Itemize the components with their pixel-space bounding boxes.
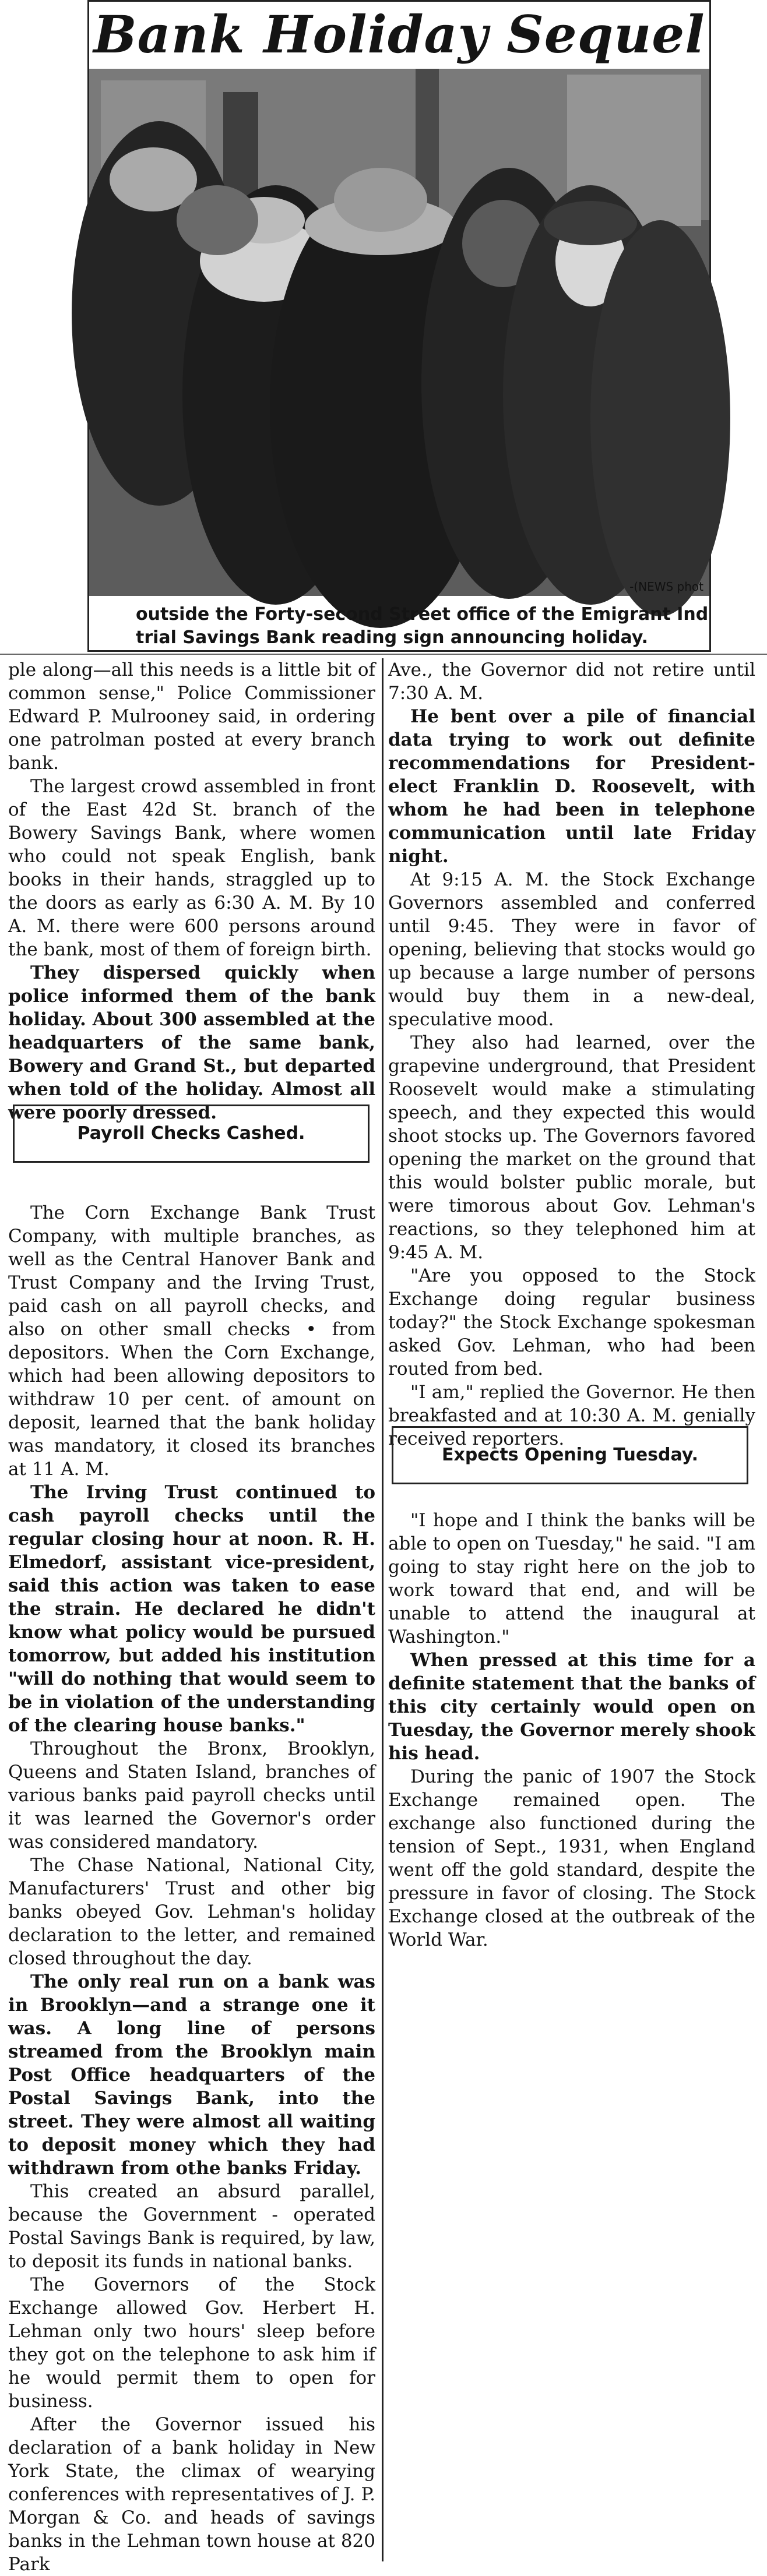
news-photo	[87, 69, 711, 596]
crowd-illustration	[89, 69, 709, 596]
paragraph: "I am," replied the Governor. He then breakfasted and at 10:30 A. M. genially received reporters.	[388, 1382, 755, 1449]
paragraph: "Are you opposed to the Stock Exchange doing regular business today?" the Stock Exchange spokesman asked Gov. Lehman, who had been routed from bed.	[388, 1265, 755, 1379]
paragraph: During the panic of 1907 the Stock Exchange remained open. The exchange also functioned during the tension of Sept., 1931, when England went off the gold standard, despite the pressure in favor of closing. The Stock Exchange closed at the outbreak of the World War.	[388, 1766, 755, 1950]
paragraph: The Corn Exchange Bank Trust Company, with multiple branches, as well as the Central Hanover Bank and Trust Company and the Irving Trust, paid cash on all payroll checks, and also on other small checks • from depositors. When the Corn Exchange, which had been allowing depositors to withdraw 10 per cent. of amount on deposit, learned that the bank holiday was mandatory, it closed its branches at 11 A. M.	[8, 1202, 375, 1480]
paragraph: They also had learned, over the grapevine underground, that President Roosevelt would make a stimulating speech, and they expected this would shoot stocks up. The Governors favored opening the market on the ground that this would bolster public morale, but were timorous about Gov. Lehman's reactions, so they telephoned him at 9:45 A. M.	[388, 1032, 755, 1263]
column-2	[388, 658, 755, 1449]
column-2-continued	[388, 1509, 755, 2237]
headline: Bank Holiday Sequel	[87, 0, 711, 69]
subhead-payroll: Payroll Checks Cashed.	[13, 1104, 370, 1163]
paragraph: After the Governor issued his declaration of a bank holiday in New York State, the climax of wearying conferences with representatives of J. P. Morgan & Co. and heads of savings banks in the Lehman town house at 820 Park	[8, 2414, 375, 2575]
paragraph: The largest crowd assembled in front of the East 42d St. branch of the Bowery Savings Bank, where women who could not speak English, bank books in their hands, straggled up to the doors as early as 6:30 A. M. By 10 A. M. there were 600 persons around the bank, most of them of foreign birth.	[8, 776, 375, 960]
subhead-opening: Expects Opening Tuesday.	[392, 1426, 748, 1484]
paragraph: They dispersed quickly when police informed them of the bank holiday. About 300 assembled at the headquarters of the same bank, Bowery and Grand St., but departed when told of the holiday. Almost all were poorly dressed.	[8, 962, 375, 1123]
photo-caption: outside the Forty-second Street office of the Emigrant Ind trial Savings Bank reading sign announcing holiday.	[87, 596, 711, 652]
paragraph: The Chase National, National City, Manufacturers' Trust and other big banks obeyed Gov. Lehman's holiday declaration to the letter, and remained closed throughout the day.	[8, 1855, 375, 1969]
section-divider	[0, 654, 767, 655]
paragraph: The Irving Trust continued to cash payroll checks until the regular closing hour at noon. R. H. Elmedorf, assistant vice-president, said this action was taken to ease the strain. He declared he didn't know what policy would be pursued tomorrow, but added his institution "will do nothing that would seem to be in violation of the understanding of the clearing house banks."	[8, 1482, 375, 1736]
paragraph: Throughout the Bronx, Brooklyn, Queens and Staten Island, branches of various banks paid payroll checks until it was learned the Governor's order was considered mandatory.	[8, 1738, 375, 1852]
paragraph: Ave., the Governor did not retire until 7:30 A. M.	[388, 659, 755, 704]
paragraph: The Governors of the Stock Exchange allowed Gov. Herbert H. Lehman only two hours' sleep before they got on the telephone to ask him if he would permit them to open for business.	[8, 2274, 375, 2412]
photo-credit: -(NEWS phot	[629, 580, 703, 594]
paragraph: "I hope and I think the banks will be able to open on Tuesday," he said. "I am going to stay right here on the job to work toward that end, and will be unable to attend the inaugural at Washington."	[388, 1510, 755, 1647]
paragraph: At 9:15 A. M. the Stock Exchange Governors assembled and conferred until 9:45. They were in favor of opening, believing that stocks would go up because a large number of persons would buy them in a new-deal, speculative mood.	[388, 869, 755, 1030]
column-1	[8, 658, 375, 2575]
paragraph: He bent over a pile of financial data trying to work out definite recommendations for President-elect Franklin D. Roosevelt, with whom he had been in telephone communication until late Friday night.	[388, 706, 755, 867]
paragraph: ple along—all this needs is a little bit of common sense," Police Commissioner Edward P. Mulrooney said, in ordering one patrolman posted at every branch bank.	[8, 659, 375, 774]
column-divider	[382, 658, 383, 2561]
paragraph: When pressed at this time for a definite statement that the banks of this city certainly would open on Tuesday, the Governor merely shook his head.	[388, 1650, 755, 1764]
paragraph: The only real run on a bank was in Brooklyn—and a strange one it was. A long line of persons streamed from the Brooklyn main Post Office headquarters of the Postal Savings Bank, into the street. They were almost all waiting to deposit money which they had withdrawn from othe banks Friday.	[8, 1971, 375, 2179]
paragraph: This created an absurd parallel, because the Government - operated Postal Savings Bank is required, by law, to deposit its funds in national banks.	[8, 2181, 375, 2272]
